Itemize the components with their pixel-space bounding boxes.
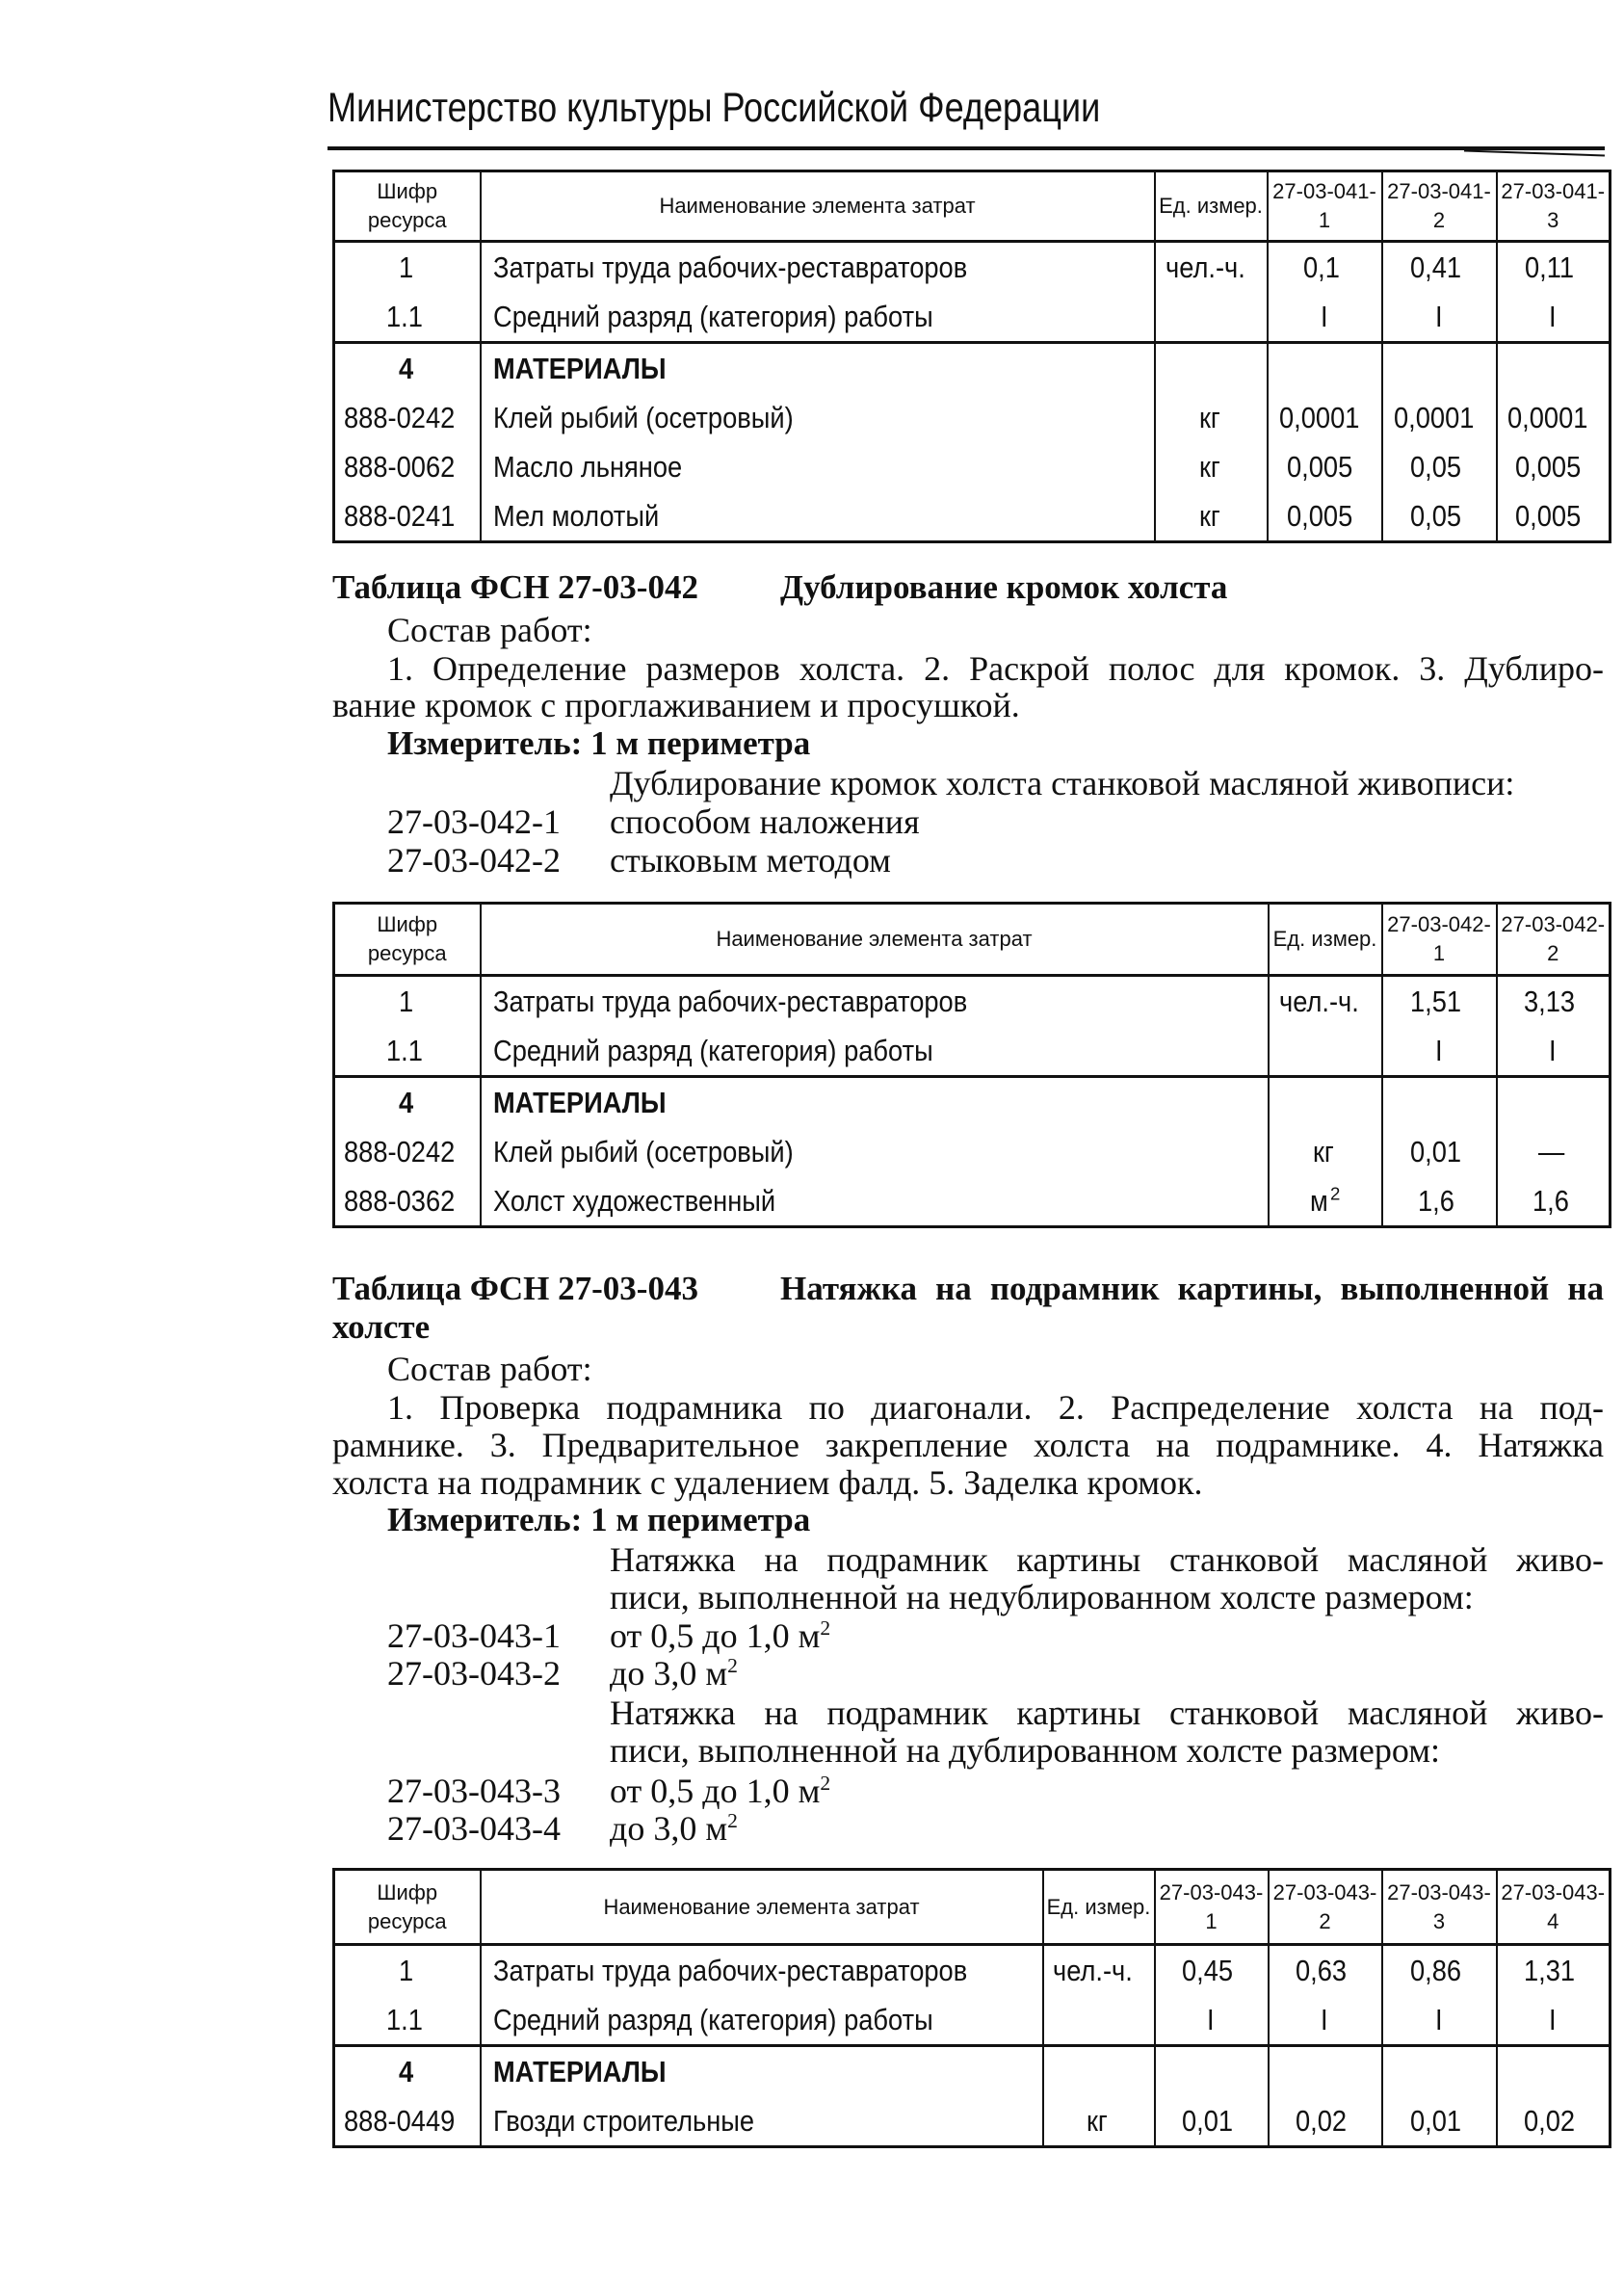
cost-element-name: Затраты труда рабочих-реставраторов xyxy=(481,1945,1043,1996)
table-row xyxy=(334,491,1611,542)
table-row xyxy=(334,1995,1611,2046)
norm-value: 0,01 xyxy=(1382,2096,1497,2147)
table-row xyxy=(334,242,1611,293)
norm-value: 0,02 xyxy=(1269,2096,1382,2147)
resource-code: 888-0241 xyxy=(334,491,481,542)
norm-value xyxy=(1497,343,1611,394)
rate-column-header: 27-03-041-1 xyxy=(1268,171,1382,242)
unit-cell: кг xyxy=(1155,491,1268,542)
code-column-header: Шифр ресурса xyxy=(334,904,481,976)
norm-value xyxy=(1268,343,1382,394)
rate-column-header: 27-03-043-4 xyxy=(1497,1870,1611,1945)
norm-value: — xyxy=(1497,1127,1611,1176)
norm-value: I xyxy=(1497,292,1611,343)
table-row xyxy=(334,1127,1611,1176)
rate-intro: Натяжка на подрамник картины станковой масляной живо- xyxy=(610,1694,1604,1732)
rate-column-header: 27-03-041-3 xyxy=(1497,171,1611,242)
norm-value: 1,6 xyxy=(1382,1176,1497,1227)
table-row xyxy=(334,1945,1611,1996)
norm-value xyxy=(1497,2046,1611,2097)
unit-cell: м $^2$ xyxy=(1269,1176,1382,1227)
norm-value: 3,13 xyxy=(1497,976,1611,1027)
rate-column-header: 27-03-041-2 xyxy=(1382,171,1497,242)
unit-cell: чел.-ч. xyxy=(1155,242,1268,293)
norm-value: 1,51 xyxy=(1382,976,1497,1027)
table-row xyxy=(334,393,1611,442)
cost-element-name: Средний разряд (категория) работы xyxy=(481,1995,1043,2046)
rate-description: стыковым методом xyxy=(610,841,891,880)
rate-column-header: 27-03-043-3 xyxy=(1382,1870,1497,1945)
unit-cell xyxy=(1155,343,1268,394)
cost-element-name: Затраты труда рабочих-реставраторов xyxy=(481,976,1269,1027)
resource-code: 4 xyxy=(334,343,481,394)
unit-cell: чел.-ч. xyxy=(1043,1945,1155,1996)
unit-cell: кг xyxy=(1269,1127,1382,1176)
cost-element-name: Средний разряд (категория) работы xyxy=(481,1026,1269,1077)
unit-cell xyxy=(1269,1026,1382,1077)
resource-table-043 xyxy=(332,1868,1611,2148)
code-column-header: Шифр ресурса xyxy=(334,171,481,242)
rate-column-header: 27-03-042-1 xyxy=(1382,904,1497,976)
table-row xyxy=(334,292,1611,343)
table-header-row xyxy=(334,171,1611,242)
code-column-header: Шифр ресурса xyxy=(334,1870,481,1945)
cost-element-name: Затраты труда рабочих-реставраторов xyxy=(481,242,1155,293)
cost-element-name: Клей рыбий (осетровый) xyxy=(481,393,1155,442)
measure-unit: Измеритель: 1 м периметра xyxy=(387,724,811,762)
cost-element-name: Холст художественный xyxy=(481,1176,1269,1227)
table-name-continuation: холсте xyxy=(332,1308,431,1346)
norm-value xyxy=(1269,2046,1382,2097)
norm-value: 0,45 xyxy=(1155,1945,1269,1996)
table-row xyxy=(334,1077,1611,1128)
table-name: Дублирование кромок холста xyxy=(780,568,1228,606)
rate-description: от 0,5 до 1,0 $м^2$ xyxy=(610,1772,831,1810)
resource-code: 888-0242 xyxy=(334,393,481,442)
unit-column-header: Ед. измер. xyxy=(1269,904,1382,976)
resource-code: 1.1 xyxy=(334,1026,481,1077)
header-rule xyxy=(327,146,1605,150)
rate-code: 27-03-043-3 xyxy=(387,1772,561,1810)
norm-value: 0,005 xyxy=(1497,442,1611,491)
norm-value: I xyxy=(1269,1995,1382,2046)
norm-value: I xyxy=(1382,1026,1497,1077)
composition-text: 1. Проверка подрамника по диагонали. 2. Распределение холста на под- xyxy=(387,1388,1604,1427)
table-label: Таблица ФСН 27-03-042 xyxy=(332,568,698,606)
cost-element-name: МАТЕРИАЛЫ xyxy=(481,1077,1269,1128)
table-row xyxy=(334,976,1611,1027)
norm-value: 0,01 xyxy=(1155,2096,1269,2147)
norm-value: I xyxy=(1155,1995,1269,2046)
table-name: Натяжка на подрамник картины, выполненной на xyxy=(780,1270,1604,1307)
norm-value: I xyxy=(1382,292,1497,343)
cost-element-name: Гвозди строительные xyxy=(481,2096,1043,2147)
rate-description: способом наложения xyxy=(610,802,920,841)
norm-value: 0,86 xyxy=(1382,1945,1497,1996)
norm-value: I xyxy=(1497,1995,1611,2046)
rate-description: до 3,0 $м^2$ xyxy=(610,1654,738,1693)
unit-cell: кг xyxy=(1043,2096,1155,2147)
rate-column-header: 27-03-043-1 xyxy=(1155,1870,1269,1945)
table-header-row xyxy=(334,904,1611,976)
rate-code: 27-03-042-2 xyxy=(387,841,561,880)
composition-text: 1. Определение размеров холста. 2. Раскрой полос для кромок. 3. Дублиро- xyxy=(387,649,1604,688)
section-title-042 xyxy=(332,568,1228,607)
unit-cell xyxy=(1155,292,1268,343)
norm-value: 0,0001 xyxy=(1382,393,1497,442)
norm-value: 0,05 xyxy=(1382,442,1497,491)
composition-text: рамнике. 3. Предварительное закрепление холста на подрамнике. 4. Натяжка xyxy=(332,1426,1604,1464)
norm-value: I xyxy=(1497,1026,1611,1077)
norm-value: 0,63 xyxy=(1269,1945,1382,1996)
page-header: Министерство культуры Российской Федерации xyxy=(327,85,1101,131)
table-row xyxy=(334,2046,1611,2097)
unit-cell: чел.-ч. xyxy=(1269,976,1382,1027)
section-title-043 xyxy=(332,1270,1604,1308)
cost-element-name: МАТЕРИАЛЫ xyxy=(481,2046,1043,2097)
unit-cell: кг xyxy=(1155,442,1268,491)
rate-code: 27-03-043-4 xyxy=(387,1809,561,1848)
norm-value xyxy=(1382,343,1497,394)
composition-label: Состав работ: xyxy=(387,1350,592,1388)
rate-code: 27-03-042-1 xyxy=(387,802,561,841)
rate-intro: Натяжка на подрамник картины станковой масляной живо- xyxy=(610,1540,1604,1579)
unit-cell xyxy=(1043,2046,1155,2097)
rate-code: 27-03-043-2 xyxy=(387,1654,561,1693)
composition-text: холста на подрамник с удалением фалд. 5. Заделка кромок. xyxy=(332,1463,1203,1502)
unit-cell: кг xyxy=(1155,393,1268,442)
rate-description: до 3,0 $м^2$ xyxy=(610,1809,738,1848)
norm-value: 0,41 xyxy=(1382,242,1497,293)
resource-code: 1 xyxy=(334,242,481,293)
header-rule-accent xyxy=(1464,149,1605,156)
norm-value xyxy=(1382,2046,1497,2097)
norm-value xyxy=(1497,1077,1611,1128)
name-column-header: Наименование элемента затрат xyxy=(481,904,1269,976)
table-row xyxy=(334,343,1611,394)
unit-cell xyxy=(1269,1077,1382,1128)
norm-value: 0,005 xyxy=(1268,491,1382,542)
resource-code: 4 xyxy=(334,1077,481,1128)
cost-element-name: Мел молотый xyxy=(481,491,1155,542)
name-column-header: Наименование элемента затрат xyxy=(481,171,1155,242)
cost-element-name: Масло льняное xyxy=(481,442,1155,491)
norm-value: I xyxy=(1382,1995,1497,2046)
measure-unit: Измеритель: 1 м периметра xyxy=(387,1501,811,1538)
norm-value: 0,005 xyxy=(1268,442,1382,491)
resource-code: 1 xyxy=(334,976,481,1027)
norm-value: 0,11 xyxy=(1497,242,1611,293)
cost-element-name: Средний разряд (категория) работы xyxy=(481,292,1155,343)
unit-column-header: Ед. измер. xyxy=(1155,171,1268,242)
rate-intro: писи, выполненной на дублированном холсте размером: xyxy=(610,1731,1440,1770)
table-row xyxy=(334,1176,1611,1227)
norm-value: I xyxy=(1268,292,1382,343)
composition-text: вание кромок с проглаживанием и просушкой. xyxy=(332,686,1020,724)
resource-code: 888-0362 xyxy=(334,1176,481,1227)
rate-column-header: 27-03-043-2 xyxy=(1269,1870,1382,1945)
resource-code: 888-0062 xyxy=(334,442,481,491)
unit-cell xyxy=(1043,1995,1155,2046)
norm-value: 1,6 xyxy=(1497,1176,1611,1227)
composition-label: Состав работ: xyxy=(387,611,592,649)
norm-value: 1,31 xyxy=(1497,1945,1611,1996)
norm-value: 0,02 xyxy=(1497,2096,1611,2147)
resource-code: 1 xyxy=(334,1945,481,1996)
norm-value: 0,005 xyxy=(1497,491,1611,542)
resource-code: 1.1 xyxy=(334,1995,481,2046)
cost-element-name: МАТЕРИАЛЫ xyxy=(481,343,1155,394)
rate-description: от 0,5 до 1,0 $м^2$ xyxy=(610,1616,831,1655)
unit-column-header: Ед. измер. xyxy=(1043,1870,1155,1945)
norm-value: 0,01 xyxy=(1382,1127,1497,1176)
resource-table-041 xyxy=(332,170,1611,543)
rate-intro: писи, выполненной на недублированном холсте размером: xyxy=(610,1578,1474,1616)
cost-element-name: Клей рыбий (осетровый) xyxy=(481,1127,1269,1176)
rate-code: 27-03-043-1 xyxy=(387,1616,561,1655)
norm-value: 0,0001 xyxy=(1268,393,1382,442)
table-label: Таблица ФСН 27-03-043 xyxy=(332,1270,698,1307)
norm-value xyxy=(1155,2046,1269,2097)
norm-value: 0,1 xyxy=(1268,242,1382,293)
resource-code: 1.1 xyxy=(334,292,481,343)
norm-value: 0,05 xyxy=(1382,491,1497,542)
resource-code: 888-0449 xyxy=(334,2096,481,2147)
norm-value xyxy=(1382,1077,1497,1128)
norm-value: 0,0001 xyxy=(1497,393,1611,442)
rate-intro: Дублирование кромок холста станковой масляной живописи: xyxy=(610,764,1515,802)
table-row xyxy=(334,442,1611,491)
resource-table-042 xyxy=(332,902,1611,1228)
resource-code: 888-0242 xyxy=(334,1127,481,1176)
table-header-row xyxy=(334,1870,1611,1945)
table-row xyxy=(334,2096,1611,2147)
name-column-header: Наименование элемента затрат xyxy=(481,1870,1043,1945)
rate-column-header: 27-03-042-2 xyxy=(1497,904,1611,976)
table-row xyxy=(334,1026,1611,1077)
resource-code: 4 xyxy=(334,2046,481,2097)
